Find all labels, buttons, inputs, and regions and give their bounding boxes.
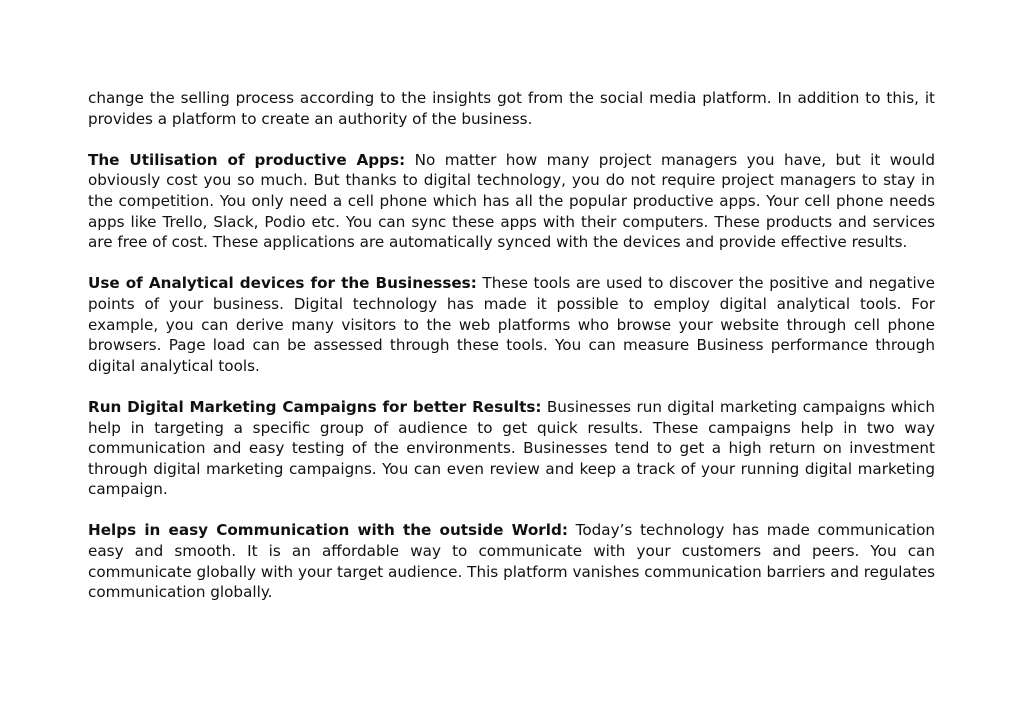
document-page <box>88 88 935 623</box>
section-body: These tools are used to discover the positive and negative points of your business. Digital technology has made it possible to employ digital analytical tools. For example, you can derive many visitors to the web platforms who browse your website through cell phone browsers. Page load can be assessed through these tools. You can measure Business performance through digital analytical tools. <box>88 274 935 375</box>
section-analytical-devices <box>88 273 935 376</box>
section-body: Today’s technology has made communication easy and smooth. It is an affordable way to communicate with your customers and peers. You can communicate globally with your target audience. This platform vanishes communication barriers and regulates communication globally. <box>88 521 936 602</box>
section-easy-communication <box>88 520 935 602</box>
section-heading: Use of Analytical devices for the Businesses: <box>88 274 477 293</box>
section-utilisation-productive-apps <box>88 150 935 253</box>
section-heading: Helps in easy Communication with the outside World: <box>88 521 568 540</box>
intro-paragraph <box>88 88 935 129</box>
section-heading: Run Digital Marketing Campaigns for better Results: <box>88 397 542 416</box>
section-heading: The Utilisation of productive Apps: <box>88 150 406 169</box>
section-digital-marketing-campaigns <box>88 397 935 500</box>
section-body: No matter how many project managers you have, but it would obviously cost you so much. But thanks to digital technology, you do not require project managers to stay in the competition. You only need a cell phone which has all the popular productive apps. Your cell phone needs apps like Trello, Slack, Podio etc. You can sync these apps with their computers. These products and services are free of cost. These applications are automatically synced with the devices and provide effective results. <box>88 150 936 252</box>
intro-text: change the selling process according to the insights got from the social media platform. In addition to this, it provides a platform to create an authority of the business. <box>88 89 935 128</box>
section-body: Businesses run digital marketing campaigns which help in targeting a specific group of audience to get quick results. These campaigns help in two way communication and easy testing of the environments. Businesses tend to get a high return on investment through digital marketing campaigns. You can even review and keep a track of your running digital marketing campaign. <box>88 397 935 499</box>
